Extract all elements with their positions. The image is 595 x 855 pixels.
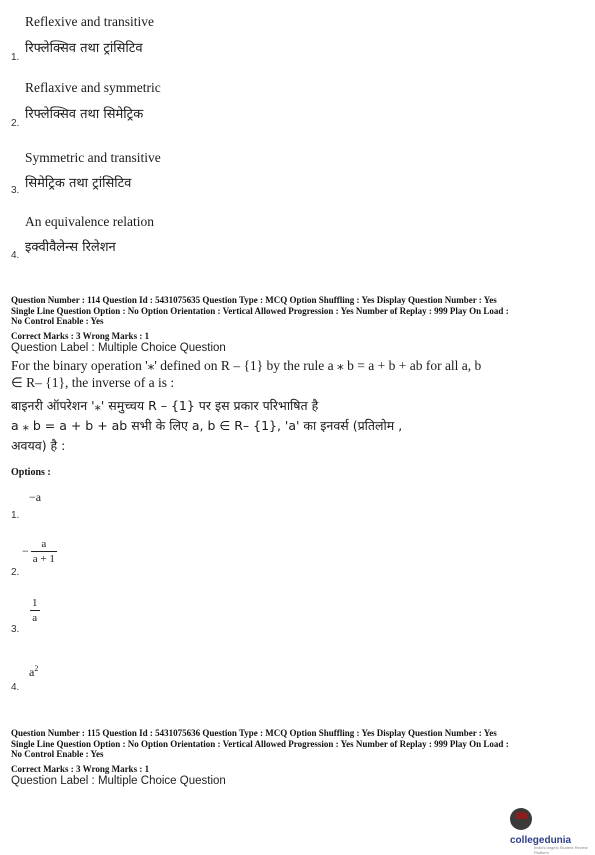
prev-option-3-hi: सिमेट्रिक तथा ट्रांसिटिव <box>25 176 132 191</box>
q114-option-3-expr <box>30 597 40 625</box>
q114-option-4-exponent: 2 <box>34 664 39 673</box>
q114-option-2-sign: − <box>22 544 29 558</box>
q114-option-3-fraction <box>30 597 40 624</box>
collegedunia-tagline: India's largest Student Review Platform <box>534 845 588 855</box>
q114-option-4-base: a <box>29 665 35 679</box>
q114-option-2-denominator: a + 1 <box>32 553 55 565</box>
question-114-meta-line3: No Control Enable : Yes <box>11 316 104 326</box>
prev-option-1-en: Reflexive and transitive <box>25 14 154 29</box>
prev-option-4-number: 4. <box>11 250 20 261</box>
question-115-meta-line3: No Control Enable : Yes <box>11 749 104 759</box>
prev-option-3-number: 3. <box>11 185 20 196</box>
collegedunia-logo <box>510 808 592 855</box>
q114-option-2-expr <box>22 538 57 565</box>
question-115-meta-line2: Single Line Question Option : No Option Orientation : Vertical Allowed Progression : Yes Number of Replay : 999 Play On Load : <box>11 738 509 749</box>
question-115-meta <box>11 728 581 760</box>
prev-option-1-hi: रिफ्लेक्सिव तथा ट्रांसिटिव <box>25 41 143 56</box>
question-115-label: Question Label : Multiple Choice Question <box>11 775 226 787</box>
question-115-marks: Correct Marks : 3 Wrong Marks : 1 <box>11 764 150 774</box>
q114-option-1-text: −a <box>29 490 42 504</box>
question-114-text-hi <box>11 396 481 456</box>
prev-option-2-en: Reflaxive and symmetric <box>25 80 161 95</box>
question-114-meta-line1: Question Number : 114 Question Id : 5431075635 Question Type : MCQ Option Shuffling : Yes Display Question Number : Yes <box>11 295 497 305</box>
collegedunia-mascot-icon <box>510 808 532 830</box>
q114-option-1-number: 1. <box>11 510 20 521</box>
question-114-hi-line3: अवयव) है : <box>11 438 66 453</box>
collegedunia-brand: collegedunia <box>510 835 572 846</box>
prev-option-3-en: Symmetric and transitive <box>25 150 161 165</box>
question-114-meta <box>11 295 581 327</box>
prev-option-4-en: An equivalence relation <box>25 214 154 229</box>
question-115-meta-line1: Question Number : 115 Question Id : 5431075636 Question Type : MCQ Option Shuffling : Yes Display Question Number : Yes <box>11 728 497 738</box>
q114-option-2-fraction <box>31 538 57 565</box>
q114-option-4-number: 4. <box>11 682 20 693</box>
question-114-text-en: For the binary operation '⁎' defined on R – {1} by the rule a ⁎ b = a + b + ab for all a, b ∈ R– {1}, the inverse of a is : <box>11 358 482 390</box>
question-114-meta-line2: Single Line Question Option : No Option Orientation : Vertical Allowed Progression : Yes Number of Replay : 999 Play On Load : <box>11 305 509 316</box>
question-114-marks: Correct Marks : 3 Wrong Marks : 1 <box>11 331 150 341</box>
prev-option-2-hi: रिफ्लेक्सिव तथा सिमेट्रिक <box>25 107 144 122</box>
prev-option-1-number: 1. <box>11 52 20 63</box>
prev-option-2-number: 2. <box>11 118 20 129</box>
q114-option-3-denominator: a <box>30 610 40 624</box>
q114-option-2-numerator: a <box>41 538 47 550</box>
question-114-hi-line1: बाइनरी ऑपरेशन '⁎' समुच्चय R – {1} पर इस प्रकार परिभाषित है <box>11 398 319 413</box>
q114-option-2-number: 2. <box>11 567 20 578</box>
question-114-hi-line2: a ⁎ b = a + b + ab सभी के लिए a, b ∈ R– {1}, 'a' का इनवर्स (प्रतिलोम , <box>11 418 403 433</box>
prev-option-4-hi: इक्वीवैलेन्स रिलेशन <box>25 240 116 255</box>
q114-option-3-numerator: 1 <box>32 597 38 609</box>
question-114-label: Question Label : Multiple Choice Question <box>11 342 226 354</box>
q114-option-4-expr <box>29 664 38 680</box>
options-heading: Options : <box>11 467 51 478</box>
q114-option-3-number: 3. <box>11 624 20 635</box>
